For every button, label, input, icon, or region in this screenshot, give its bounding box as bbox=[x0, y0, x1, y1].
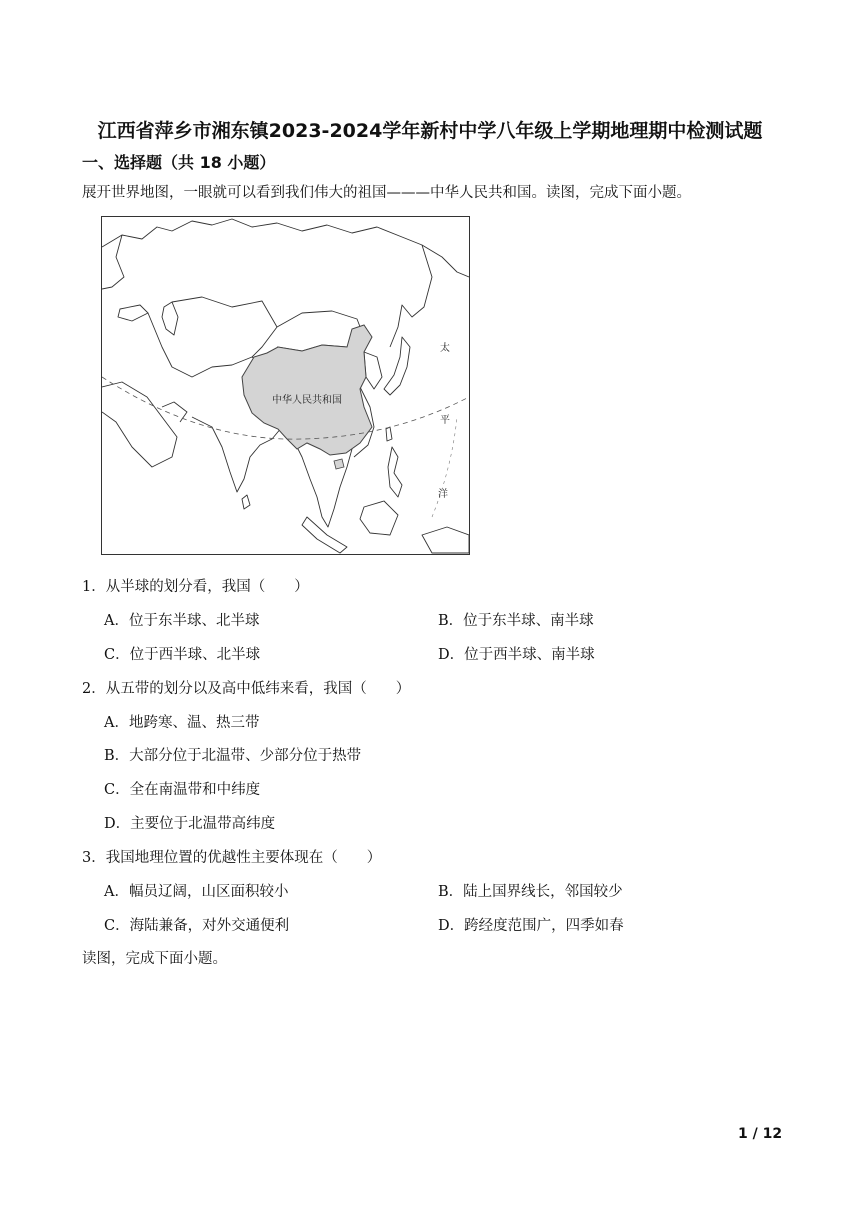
question-3-option-d: D．跨经度范围广，四季如春 bbox=[438, 918, 624, 934]
map-drawing bbox=[102, 217, 469, 554]
question-2-option-c: C．全在南温带和中纬度 bbox=[104, 782, 261, 798]
question-3-stem: 3．我国地理位置的优越性主要体现在（ ） bbox=[82, 850, 382, 866]
ocean-char-yang: 洋 bbox=[438, 489, 448, 500]
dashed-arc-east bbox=[432, 417, 457, 517]
philippines bbox=[388, 447, 402, 497]
question-3-option-a: A．幅员辽阔，山区面积较小 bbox=[104, 884, 289, 900]
question-3-option-b: B．陆上国界线长，邻国较少 bbox=[438, 884, 623, 900]
kazakh-border bbox=[172, 297, 277, 357]
asia-map bbox=[101, 216, 470, 555]
followup-instruction: 读图，完成下面小题。 bbox=[82, 951, 227, 967]
section-heading: 一、选择题（共 18 小题） bbox=[82, 153, 276, 172]
kamchatka-coast bbox=[390, 245, 432, 347]
china-territory bbox=[242, 325, 372, 455]
question-2-option-d: D．主要位于北温带高纬度 bbox=[104, 816, 276, 832]
question-1-option-b: B．位于东半球、南半球 bbox=[438, 613, 594, 629]
china-label: 中华人民共和国 bbox=[272, 395, 342, 406]
borneo bbox=[360, 501, 398, 535]
document-title: 江西省萍乡市湘东镇2023-2024学年新村中学八年级上学期地理期中检测试题 bbox=[97, 120, 763, 142]
caspian-sea bbox=[162, 302, 178, 335]
sri-lanka bbox=[242, 495, 250, 509]
page-number: 1 / 12 bbox=[738, 1126, 783, 1142]
intro-paragraph: 展开世界地图，一眼就可以看到我们伟大的祖国———中华人民共和国。读图，完成下面小题。 bbox=[82, 185, 691, 201]
new-guinea bbox=[422, 527, 469, 553]
taiwan bbox=[386, 427, 392, 441]
arabian-peninsula bbox=[102, 382, 177, 467]
question-1-option-d: D．位于西半球、南半球 bbox=[438, 647, 595, 663]
question-1-stem: 1．从半球的划分看，我国（ ） bbox=[82, 579, 309, 595]
ocean-char-tai: 太 bbox=[440, 343, 450, 354]
question-2-stem: 2．从五带的划分以及高中低纬来看，我国（ ） bbox=[82, 681, 411, 697]
question-1-option-a: A．位于东半球、北半球 bbox=[104, 613, 260, 629]
north-coastline bbox=[102, 219, 469, 277]
hainan-island bbox=[334, 459, 344, 469]
black-sea bbox=[118, 305, 148, 321]
japan-islands bbox=[384, 337, 410, 395]
question-3-option-c: C．海陆兼备，对外交通便利 bbox=[104, 918, 290, 934]
ocean-char-ping: 平 bbox=[440, 415, 450, 426]
question-2-option-a: A．地跨寒、温、热三带 bbox=[104, 715, 260, 731]
sumatra bbox=[302, 517, 347, 553]
korea-peninsula bbox=[364, 352, 382, 389]
question-2-option-b: B．大部分位于北温带、少部分位于热带 bbox=[104, 748, 362, 764]
question-1-option-c: C．位于西半球、北半球 bbox=[104, 647, 261, 663]
scandinavia-coast bbox=[102, 235, 124, 289]
